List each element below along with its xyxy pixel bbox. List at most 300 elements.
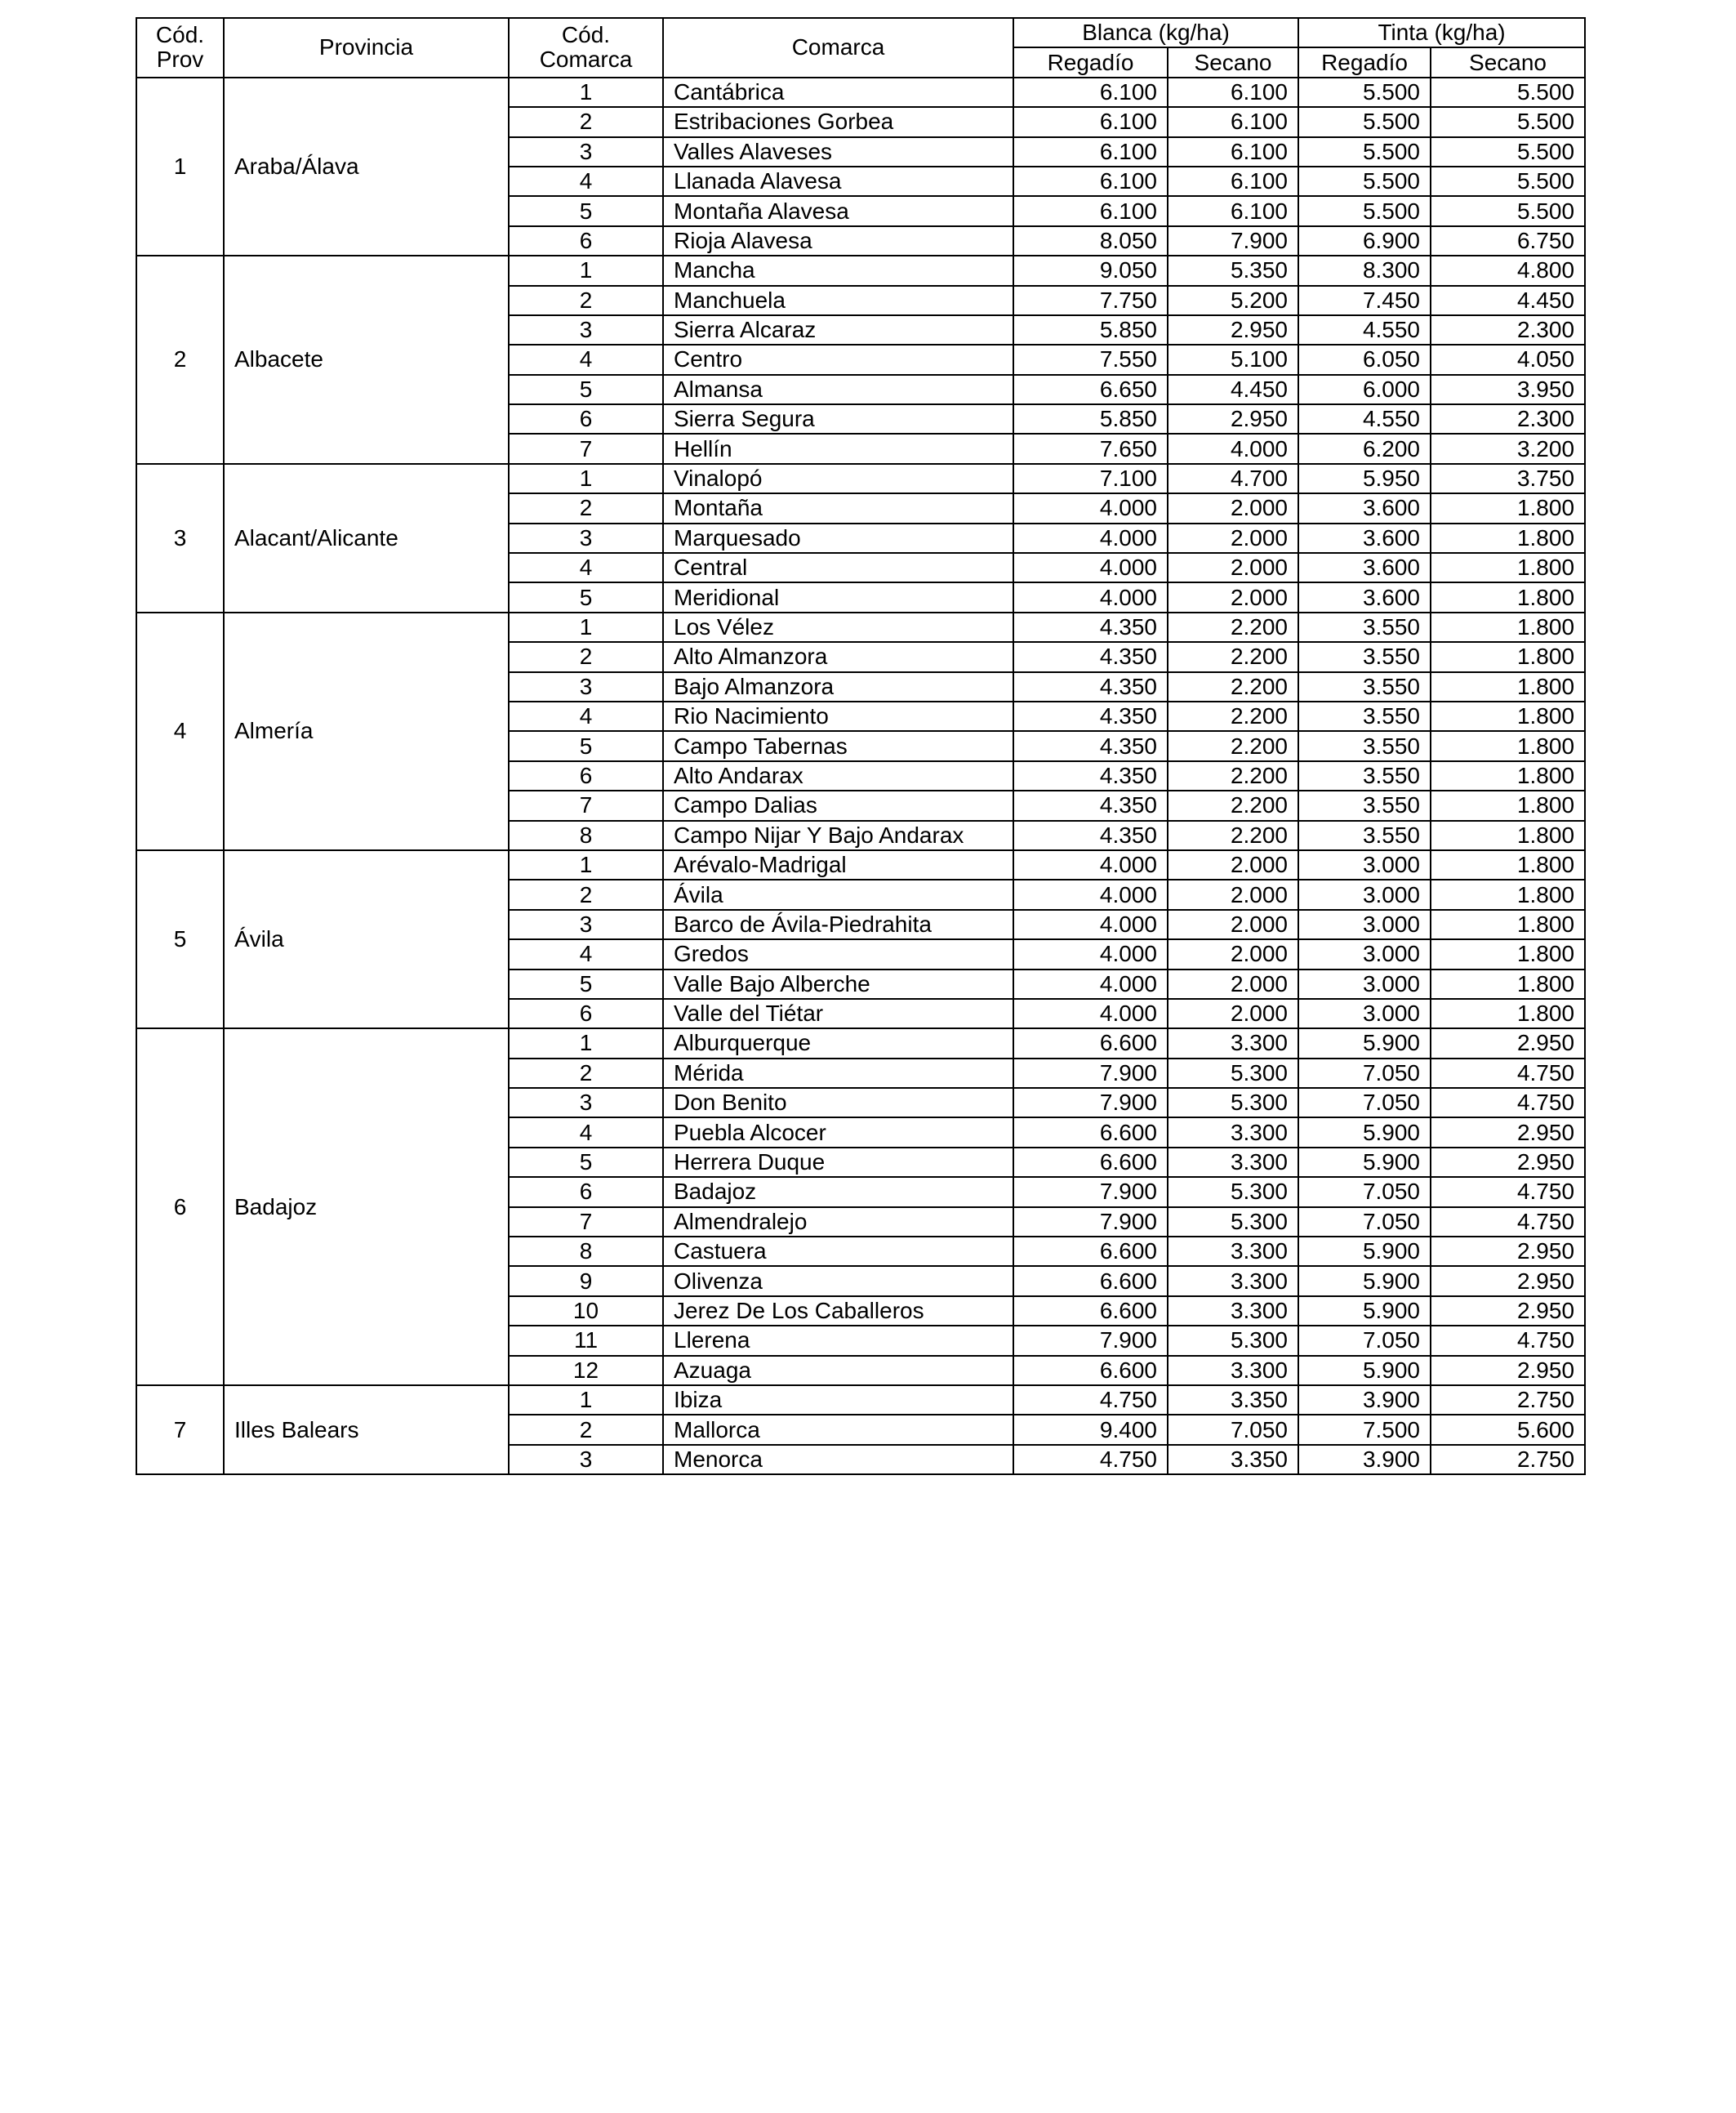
cell-comarca: Mancha xyxy=(663,256,1013,285)
cell-comarca: Alto Almanzora xyxy=(663,642,1013,671)
cell-cod-comarca: 7 xyxy=(509,791,663,820)
header-tinta-secano: Secano xyxy=(1431,47,1585,77)
cell-tinta-secano: 2.950 xyxy=(1431,1296,1585,1326)
cell-tinta-secano: 2.950 xyxy=(1431,1356,1585,1385)
cell-blanca-regadio: 6.600 xyxy=(1013,1266,1168,1295)
cell-blanca-regadio: 6.100 xyxy=(1013,78,1168,107)
cell-blanca-regadio: 6.100 xyxy=(1013,167,1168,196)
cell-blanca-secano: 2.000 xyxy=(1168,553,1298,582)
cell-cod-prov: 7 xyxy=(136,1385,224,1474)
cell-tinta-secano: 4.750 xyxy=(1431,1059,1585,1088)
cell-tinta-regadio: 5.900 xyxy=(1298,1237,1431,1266)
cell-cod-comarca: 1 xyxy=(509,850,663,880)
cell-tinta-secano: 1.800 xyxy=(1431,524,1585,553)
cell-comarca: Valles Alaveses xyxy=(663,137,1013,167)
cell-comarca: Almansa xyxy=(663,375,1013,404)
cell-tinta-regadio: 5.900 xyxy=(1298,1148,1431,1177)
cell-blanca-regadio: 4.000 xyxy=(1013,850,1168,880)
cell-comarca: Hellín xyxy=(663,434,1013,463)
cell-tinta-regadio: 7.050 xyxy=(1298,1059,1431,1088)
cell-blanca-regadio: 4.000 xyxy=(1013,999,1168,1028)
cell-blanca-regadio: 6.100 xyxy=(1013,196,1168,225)
cell-tinta-secano: 1.800 xyxy=(1431,642,1585,671)
cell-cod-prov: 5 xyxy=(136,850,224,1028)
cell-blanca-regadio: 4.000 xyxy=(1013,910,1168,939)
cell-tinta-regadio: 7.450 xyxy=(1298,286,1431,315)
cell-blanca-secano: 2.000 xyxy=(1168,524,1298,553)
cell-cod-comarca: 5 xyxy=(509,375,663,404)
cell-comarca: Campo Tabernas xyxy=(663,731,1013,760)
cell-tinta-regadio: 3.550 xyxy=(1298,761,1431,791)
cell-cod-comarca: 4 xyxy=(509,1117,663,1147)
cell-blanca-regadio: 4.350 xyxy=(1013,672,1168,702)
header-cod-prov xyxy=(136,18,224,78)
cell-blanca-secano: 5.300 xyxy=(1168,1088,1298,1117)
cell-tinta-regadio: 7.050 xyxy=(1298,1326,1431,1355)
cell-tinta-secano: 4.750 xyxy=(1431,1177,1585,1206)
cell-blanca-secano: 2.200 xyxy=(1168,702,1298,731)
cell-comarca: Vinalopó xyxy=(663,464,1013,493)
cell-cod-comarca: 7 xyxy=(509,1207,663,1237)
cell-blanca-secano: 3.300 xyxy=(1168,1237,1298,1266)
table-row xyxy=(136,464,1585,493)
cell-blanca-regadio: 4.350 xyxy=(1013,761,1168,791)
cell-comarca: Los Vélez xyxy=(663,613,1013,642)
cell-cod-comarca: 1 xyxy=(509,464,663,493)
cell-tinta-regadio: 5.900 xyxy=(1298,1296,1431,1326)
cell-tinta-secano: 5.500 xyxy=(1431,78,1585,107)
cell-tinta-regadio: 4.550 xyxy=(1298,315,1431,345)
cell-provincia: Illes Balears xyxy=(224,1385,509,1474)
cell-cod-comarca: 2 xyxy=(509,493,663,523)
table-row xyxy=(136,256,1585,285)
cell-tinta-secano: 1.800 xyxy=(1431,672,1585,702)
cell-tinta-secano: 1.800 xyxy=(1431,821,1585,850)
table-row xyxy=(136,850,1585,880)
cell-cod-comarca: 1 xyxy=(509,78,663,107)
cell-comarca: Valle Bajo Alberche xyxy=(663,970,1013,999)
cell-tinta-secano: 2.750 xyxy=(1431,1385,1585,1415)
cell-comarca: Marquesado xyxy=(663,524,1013,553)
cell-cod-comarca: 6 xyxy=(509,226,663,256)
cell-cod-comarca: 2 xyxy=(509,1059,663,1088)
cell-comarca: Sierra Alcaraz xyxy=(663,315,1013,345)
cell-blanca-secano: 3.300 xyxy=(1168,1117,1298,1147)
cell-tinta-regadio: 3.000 xyxy=(1298,880,1431,909)
cell-tinta-regadio: 5.900 xyxy=(1298,1028,1431,1058)
header-tinta: Tinta (kg/ha) xyxy=(1298,18,1585,47)
cell-blanca-regadio: 7.650 xyxy=(1013,434,1168,463)
cell-tinta-secano: 4.450 xyxy=(1431,286,1585,315)
cell-comarca: Llanada Alavesa xyxy=(663,167,1013,196)
cell-comarca: Llerena xyxy=(663,1326,1013,1355)
cell-cod-comarca: 8 xyxy=(509,1237,663,1266)
cell-comarca: Ibiza xyxy=(663,1385,1013,1415)
cell-tinta-regadio: 5.900 xyxy=(1298,1356,1431,1385)
cell-comarca: Castuera xyxy=(663,1237,1013,1266)
cell-cod-comarca: 3 xyxy=(509,137,663,167)
cell-blanca-regadio: 8.050 xyxy=(1013,226,1168,256)
cell-blanca-secano: 3.300 xyxy=(1168,1266,1298,1295)
yield-table xyxy=(136,17,1586,1475)
cell-tinta-secano: 5.600 xyxy=(1431,1415,1585,1444)
cell-comarca: Meridional xyxy=(663,582,1013,612)
cell-tinta-secano: 1.800 xyxy=(1431,582,1585,612)
cell-cod-comarca: 6 xyxy=(509,404,663,434)
cell-blanca-secano: 2.000 xyxy=(1168,493,1298,523)
cell-tinta-regadio: 3.000 xyxy=(1298,999,1431,1028)
cell-blanca-secano: 3.300 xyxy=(1168,1028,1298,1058)
cell-blanca-secano: 3.300 xyxy=(1168,1356,1298,1385)
cell-blanca-secano: 2.200 xyxy=(1168,672,1298,702)
cell-blanca-regadio: 6.600 xyxy=(1013,1296,1168,1326)
cell-provincia: Alacant/Alicante xyxy=(224,464,509,613)
cell-cod-comarca: 3 xyxy=(509,315,663,345)
cell-tinta-secano: 4.050 xyxy=(1431,345,1585,374)
cell-blanca-regadio: 7.900 xyxy=(1013,1088,1168,1117)
cell-tinta-regadio: 6.050 xyxy=(1298,345,1431,374)
cell-comarca: Centro xyxy=(663,345,1013,374)
header-comarca: Comarca xyxy=(663,18,1013,78)
cell-cod-comarca: 6 xyxy=(509,761,663,791)
cell-comarca: Menorca xyxy=(663,1445,1013,1474)
cell-cod-comarca: 1 xyxy=(509,613,663,642)
cell-cod-comarca: 2 xyxy=(509,107,663,136)
cell-comarca: Almendralejo xyxy=(663,1207,1013,1237)
cell-cod-comarca: 3 xyxy=(509,910,663,939)
cell-tinta-regadio: 3.600 xyxy=(1298,582,1431,612)
cell-tinta-regadio: 7.500 xyxy=(1298,1415,1431,1444)
cell-blanca-secano: 5.100 xyxy=(1168,345,1298,374)
cell-comarca: Barco de Ávila-Piedrahita xyxy=(663,910,1013,939)
cell-tinta-regadio: 3.550 xyxy=(1298,613,1431,642)
cell-cod-comarca: 10 xyxy=(509,1296,663,1326)
cell-blanca-secano: 3.350 xyxy=(1168,1385,1298,1415)
cell-blanca-secano: 2.200 xyxy=(1168,613,1298,642)
cell-cod-comarca: 4 xyxy=(509,553,663,582)
cell-tinta-regadio: 8.300 xyxy=(1298,256,1431,285)
cell-blanca-secano: 2.000 xyxy=(1168,582,1298,612)
cell-tinta-secano: 1.800 xyxy=(1431,939,1585,969)
cell-blanca-secano: 5.350 xyxy=(1168,256,1298,285)
header-blanca: Blanca (kg/ha) xyxy=(1013,18,1298,47)
cell-blanca-secano: 2.200 xyxy=(1168,821,1298,850)
cell-tinta-secano: 1.800 xyxy=(1431,761,1585,791)
cell-comarca: Don Benito xyxy=(663,1088,1013,1117)
cell-tinta-regadio: 7.050 xyxy=(1298,1177,1431,1206)
cell-cod-comarca: 2 xyxy=(509,642,663,671)
cell-provincia: Ávila xyxy=(224,850,509,1028)
cell-cod-comarca: 5 xyxy=(509,582,663,612)
cell-blanca-secano: 2.200 xyxy=(1168,731,1298,760)
cell-blanca-regadio: 6.600 xyxy=(1013,1148,1168,1177)
cell-blanca-secano: 2.000 xyxy=(1168,880,1298,909)
cell-cod-prov: 4 xyxy=(136,613,224,850)
cell-cod-prov: 1 xyxy=(136,78,224,256)
cell-blanca-secano: 6.100 xyxy=(1168,107,1298,136)
cell-cod-comarca: 4 xyxy=(509,167,663,196)
cell-tinta-secano: 2.300 xyxy=(1431,315,1585,345)
cell-blanca-secano: 3.300 xyxy=(1168,1148,1298,1177)
cell-cod-comarca: 5 xyxy=(509,1148,663,1177)
table-row xyxy=(136,1385,1585,1415)
cell-provincia: Albacete xyxy=(224,256,509,464)
cell-tinta-secano: 3.200 xyxy=(1431,434,1585,463)
cell-comarca: Jerez De Los Caballeros xyxy=(663,1296,1013,1326)
cell-blanca-regadio: 5.850 xyxy=(1013,315,1168,345)
cell-tinta-regadio: 5.500 xyxy=(1298,167,1431,196)
cell-comarca: Central xyxy=(663,553,1013,582)
header-provincia: Provincia xyxy=(224,18,509,78)
header-cod-comarca-line1: Cód. xyxy=(561,22,611,48)
cell-blanca-regadio: 4.750 xyxy=(1013,1445,1168,1474)
cell-blanca-secano: 5.300 xyxy=(1168,1207,1298,1237)
cell-comarca: Mérida xyxy=(663,1059,1013,1088)
cell-blanca-regadio: 4.000 xyxy=(1013,582,1168,612)
cell-blanca-regadio: 4.350 xyxy=(1013,702,1168,731)
cell-blanca-secano: 2.200 xyxy=(1168,642,1298,671)
cell-tinta-secano: 1.800 xyxy=(1431,850,1585,880)
cell-tinta-secano: 5.500 xyxy=(1431,196,1585,225)
header-cod-comarca xyxy=(509,18,663,78)
cell-blanca-secano: 6.100 xyxy=(1168,137,1298,167)
cell-blanca-secano: 2.200 xyxy=(1168,761,1298,791)
cell-cod-comarca: 3 xyxy=(509,524,663,553)
cell-tinta-regadio: 3.000 xyxy=(1298,939,1431,969)
header-cod-comarca-line2: Comarca xyxy=(539,47,633,73)
cell-cod-comarca: 4 xyxy=(509,345,663,374)
cell-tinta-secano: 2.750 xyxy=(1431,1445,1585,1474)
cell-blanca-secano: 2.000 xyxy=(1168,910,1298,939)
cell-tinta-secano: 2.950 xyxy=(1431,1117,1585,1147)
cell-blanca-regadio: 4.350 xyxy=(1013,821,1168,850)
header-blanca-secano: Secano xyxy=(1168,47,1298,77)
cell-blanca-secano: 3.300 xyxy=(1168,1296,1298,1326)
cell-blanca-regadio: 6.600 xyxy=(1013,1028,1168,1058)
cell-tinta-regadio: 5.500 xyxy=(1298,78,1431,107)
cell-comarca: Badajoz xyxy=(663,1177,1013,1206)
cell-blanca-secano: 2.000 xyxy=(1168,970,1298,999)
cell-tinta-regadio: 5.900 xyxy=(1298,1266,1431,1295)
cell-blanca-secano: 2.000 xyxy=(1168,939,1298,969)
cell-provincia: Araba/Álava xyxy=(224,78,509,256)
cell-comarca: Olivenza xyxy=(663,1266,1013,1295)
cell-tinta-secano: 5.500 xyxy=(1431,167,1585,196)
cell-blanca-secano: 5.200 xyxy=(1168,286,1298,315)
cell-tinta-secano: 1.800 xyxy=(1431,910,1585,939)
cell-tinta-regadio: 3.900 xyxy=(1298,1385,1431,1415)
cell-tinta-regadio: 3.000 xyxy=(1298,970,1431,999)
cell-cod-comarca: 7 xyxy=(509,434,663,463)
cell-blanca-regadio: 6.100 xyxy=(1013,107,1168,136)
cell-tinta-regadio: 5.500 xyxy=(1298,196,1431,225)
table-row xyxy=(136,613,1585,642)
cell-tinta-regadio: 3.550 xyxy=(1298,821,1431,850)
cell-comarca: Puebla Alcocer xyxy=(663,1117,1013,1147)
cell-blanca-secano: 2.000 xyxy=(1168,999,1298,1028)
cell-comarca: Campo Dalias xyxy=(663,791,1013,820)
cell-tinta-secano: 2.950 xyxy=(1431,1237,1585,1266)
cell-tinta-regadio: 3.550 xyxy=(1298,672,1431,702)
cell-blanca-secano: 4.450 xyxy=(1168,375,1298,404)
cell-cod-comarca: 6 xyxy=(509,999,663,1028)
cell-blanca-regadio: 4.000 xyxy=(1013,524,1168,553)
cell-tinta-secano: 1.800 xyxy=(1431,493,1585,523)
cell-blanca-secano: 5.300 xyxy=(1168,1177,1298,1206)
cell-cod-comarca: 3 xyxy=(509,1088,663,1117)
cell-tinta-secano: 2.950 xyxy=(1431,1148,1585,1177)
cell-comarca: Estribaciones Gorbea xyxy=(663,107,1013,136)
cell-comarca: Campo Nijar Y Bajo Andarax xyxy=(663,821,1013,850)
cell-blanca-regadio: 4.350 xyxy=(1013,642,1168,671)
cell-tinta-secano: 3.950 xyxy=(1431,375,1585,404)
cell-cod-comarca: 3 xyxy=(509,672,663,702)
cell-blanca-regadio: 4.000 xyxy=(1013,880,1168,909)
cell-tinta-secano: 5.500 xyxy=(1431,107,1585,136)
cell-tinta-secano: 3.750 xyxy=(1431,464,1585,493)
cell-tinta-secano: 1.800 xyxy=(1431,702,1585,731)
cell-cod-comarca: 5 xyxy=(509,196,663,225)
cell-blanca-secano: 2.950 xyxy=(1168,404,1298,434)
cell-blanca-secano: 6.100 xyxy=(1168,78,1298,107)
cell-comarca: Sierra Segura xyxy=(663,404,1013,434)
cell-tinta-secano: 6.750 xyxy=(1431,226,1585,256)
header-cod-prov-line1: Cód. xyxy=(155,22,205,48)
cell-tinta-secano: 1.800 xyxy=(1431,880,1585,909)
cell-cod-comarca: 12 xyxy=(509,1356,663,1385)
cell-cod-comarca: 4 xyxy=(509,702,663,731)
cell-blanca-regadio: 4.350 xyxy=(1013,791,1168,820)
cell-blanca-regadio: 6.600 xyxy=(1013,1237,1168,1266)
cell-comarca: Montaña Alavesa xyxy=(663,196,1013,225)
cell-cod-comarca: 1 xyxy=(509,1385,663,1415)
cell-blanca-regadio: 4.000 xyxy=(1013,970,1168,999)
cell-blanca-regadio: 6.600 xyxy=(1013,1356,1168,1385)
cell-blanca-regadio: 7.750 xyxy=(1013,286,1168,315)
cell-comarca: Valle del Tiétar xyxy=(663,999,1013,1028)
cell-blanca-regadio: 7.900 xyxy=(1013,1177,1168,1206)
cell-comarca: Ávila xyxy=(663,880,1013,909)
cell-blanca-regadio: 7.900 xyxy=(1013,1207,1168,1237)
cell-tinta-regadio: 3.900 xyxy=(1298,1445,1431,1474)
cell-tinta-secano: 1.800 xyxy=(1431,553,1585,582)
cell-tinta-secano: 1.800 xyxy=(1431,731,1585,760)
cell-tinta-regadio: 3.550 xyxy=(1298,702,1431,731)
header-tinta-regadio: Regadío xyxy=(1298,47,1431,77)
cell-cod-comarca: 9 xyxy=(509,1266,663,1295)
cell-tinta-regadio: 3.600 xyxy=(1298,553,1431,582)
cell-tinta-secano: 2.950 xyxy=(1431,1266,1585,1295)
cell-blanca-regadio: 4.000 xyxy=(1013,939,1168,969)
cell-tinta-regadio: 4.550 xyxy=(1298,404,1431,434)
cell-tinta-regadio: 7.050 xyxy=(1298,1088,1431,1117)
cell-blanca-secano: 4.000 xyxy=(1168,434,1298,463)
cell-tinta-regadio: 5.950 xyxy=(1298,464,1431,493)
cell-cod-prov: 2 xyxy=(136,256,224,464)
cell-tinta-secano: 4.800 xyxy=(1431,256,1585,285)
cell-blanca-regadio: 5.850 xyxy=(1013,404,1168,434)
cell-blanca-regadio: 7.900 xyxy=(1013,1059,1168,1088)
cell-blanca-secano: 2.000 xyxy=(1168,850,1298,880)
cell-cod-comarca: 5 xyxy=(509,731,663,760)
cell-blanca-regadio: 6.100 xyxy=(1013,137,1168,167)
cell-cod-prov: 3 xyxy=(136,464,224,613)
cell-tinta-secano: 4.750 xyxy=(1431,1088,1585,1117)
cell-cod-prov: 6 xyxy=(136,1028,224,1385)
cell-tinta-regadio: 7.050 xyxy=(1298,1207,1431,1237)
table-header xyxy=(136,18,1585,78)
cell-blanca-secano: 5.300 xyxy=(1168,1326,1298,1355)
cell-cod-comarca: 2 xyxy=(509,286,663,315)
cell-tinta-regadio: 3.550 xyxy=(1298,731,1431,760)
cell-blanca-regadio: 7.100 xyxy=(1013,464,1168,493)
cell-comarca: Alto Andarax xyxy=(663,761,1013,791)
cell-cod-comarca: 8 xyxy=(509,821,663,850)
cell-cod-comarca: 2 xyxy=(509,1415,663,1444)
cell-blanca-regadio: 7.550 xyxy=(1013,345,1168,374)
cell-cod-comarca: 4 xyxy=(509,939,663,969)
cell-cod-comarca: 1 xyxy=(509,1028,663,1058)
cell-blanca-secano: 2.950 xyxy=(1168,315,1298,345)
cell-tinta-regadio: 3.000 xyxy=(1298,910,1431,939)
cell-cod-comarca: 1 xyxy=(509,256,663,285)
header-cod-prov-line2: Prov xyxy=(156,47,204,73)
cell-cod-comarca: 3 xyxy=(509,1445,663,1474)
cell-tinta-regadio: 5.900 xyxy=(1298,1117,1431,1147)
cell-tinta-secano: 1.800 xyxy=(1431,970,1585,999)
cell-comarca: Mallorca xyxy=(663,1415,1013,1444)
cell-blanca-regadio: 6.600 xyxy=(1013,1117,1168,1147)
cell-tinta-secano: 2.950 xyxy=(1431,1028,1585,1058)
cell-tinta-regadio: 6.000 xyxy=(1298,375,1431,404)
table-row xyxy=(136,1028,1585,1058)
cell-comarca: Alburquerque xyxy=(663,1028,1013,1058)
cell-comarca: Cantábrica xyxy=(663,78,1013,107)
cell-tinta-secano: 2.300 xyxy=(1431,404,1585,434)
cell-blanca-secano: 6.100 xyxy=(1168,196,1298,225)
cell-comarca: Azuaga xyxy=(663,1356,1013,1385)
cell-blanca-secano: 7.900 xyxy=(1168,226,1298,256)
cell-cod-comarca: 11 xyxy=(509,1326,663,1355)
cell-comarca: Bajo Almanzora xyxy=(663,672,1013,702)
cell-tinta-regadio: 3.550 xyxy=(1298,791,1431,820)
cell-tinta-secano: 4.750 xyxy=(1431,1326,1585,1355)
cell-blanca-secano: 4.700 xyxy=(1168,464,1298,493)
cell-tinta-regadio: 5.500 xyxy=(1298,137,1431,167)
cell-blanca-secano: 5.300 xyxy=(1168,1059,1298,1088)
cell-blanca-regadio: 9.050 xyxy=(1013,256,1168,285)
cell-provincia: Badajoz xyxy=(224,1028,509,1385)
table-body xyxy=(136,78,1585,1474)
cell-tinta-secano: 1.800 xyxy=(1431,613,1585,642)
cell-cod-comarca: 5 xyxy=(509,970,663,999)
cell-blanca-secano: 2.200 xyxy=(1168,791,1298,820)
cell-tinta-regadio: 6.900 xyxy=(1298,226,1431,256)
cell-blanca-regadio: 7.900 xyxy=(1013,1326,1168,1355)
cell-blanca-regadio: 4.000 xyxy=(1013,493,1168,523)
cell-comarca: Manchuela xyxy=(663,286,1013,315)
cell-comarca: Montaña xyxy=(663,493,1013,523)
cell-comarca: Gredos xyxy=(663,939,1013,969)
cell-comarca: Herrera Duque xyxy=(663,1148,1013,1177)
cell-cod-comarca: 2 xyxy=(509,880,663,909)
cell-blanca-regadio: 9.400 xyxy=(1013,1415,1168,1444)
header-blanca-regadio: Regadío xyxy=(1013,47,1168,77)
cell-tinta-regadio: 3.600 xyxy=(1298,524,1431,553)
cell-tinta-regadio: 3.000 xyxy=(1298,850,1431,880)
cell-blanca-regadio: 4.350 xyxy=(1013,613,1168,642)
cell-cod-comarca: 6 xyxy=(509,1177,663,1206)
